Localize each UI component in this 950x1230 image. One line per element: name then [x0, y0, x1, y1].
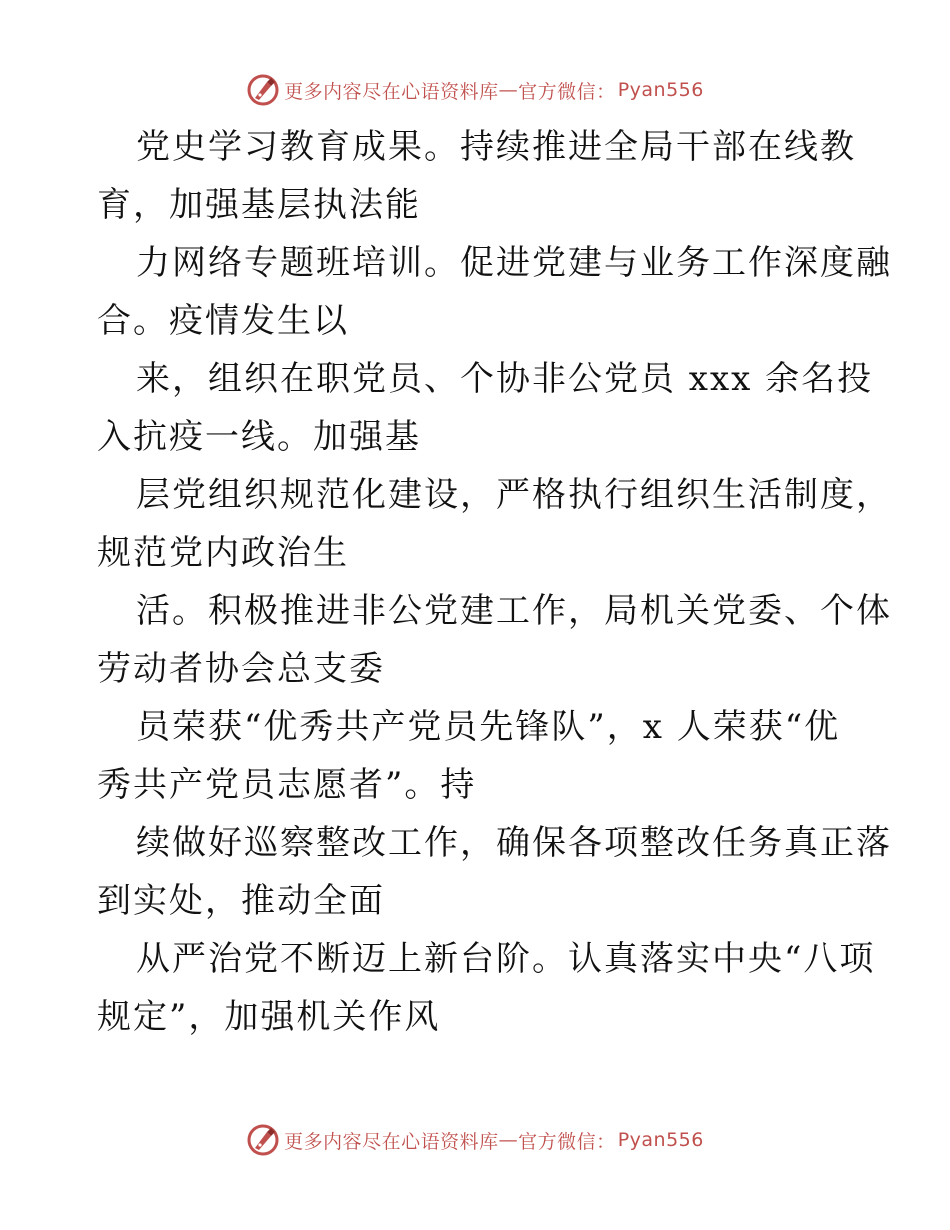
text-line: 入抗疫一线。加强基 — [97, 417, 421, 457]
banner-main-text: 更多内容尽在心语资料库 — [284, 1130, 499, 1153]
text-line: 秀共产党员志愿者”。持 — [97, 765, 477, 805]
banner-wechat-id: Pyan556 — [617, 79, 704, 101]
text-line: 党史学习教育成果。持续推进全局干部在线教 — [136, 127, 856, 167]
text-line: 规定”，加强机关作风 — [97, 997, 441, 1037]
text-line: 力网络专题班培训。促进党建与业务工作深度融 — [136, 243, 892, 283]
banner-wechat-label: 官方微信： — [518, 1130, 616, 1153]
banner-wechat-label: 官方微信： — [518, 80, 616, 103]
text-line: 从严治党不断迈上新台阶。认真落实中央“八项 — [136, 939, 876, 979]
text-line: 规范党内政治生 — [97, 533, 349, 573]
text-line: 到实处，推动全面 — [97, 881, 385, 921]
banner-dash: — — [498, 79, 519, 101]
text-line: 合。疫情发生以 — [97, 301, 349, 341]
text-line: 育，加强基层执法能 — [97, 185, 421, 225]
banner-wechat-id: Pyan556 — [617, 1129, 704, 1151]
text-line: 员荣获“优秀共产党员先锋队”，x 人荣获“优 — [136, 707, 841, 747]
text-line: 活。积极推进非公党建工作，局机关党委、个体 — [136, 591, 892, 631]
footer-banner — [0, 1120, 950, 1160]
text-line: 劳动者协会总支委 — [97, 649, 385, 689]
text-line: 续做好巡察整改工作，确保各项整改任务真正落 — [136, 823, 892, 863]
banner-dash: — — [498, 1129, 519, 1151]
header-banner — [0, 70, 950, 110]
banner-main-text: 更多内容尽在心语资料库 — [284, 80, 499, 103]
pen-nib-logo-icon — [246, 73, 280, 107]
text-line: 层党组织规范化建设，严格执行组织生活制度， — [136, 475, 892, 515]
pen-nib-logo-icon — [246, 1123, 280, 1157]
text-line: 来，组织在职党员、个协非公党员 xxx 余名投 — [136, 359, 874, 399]
